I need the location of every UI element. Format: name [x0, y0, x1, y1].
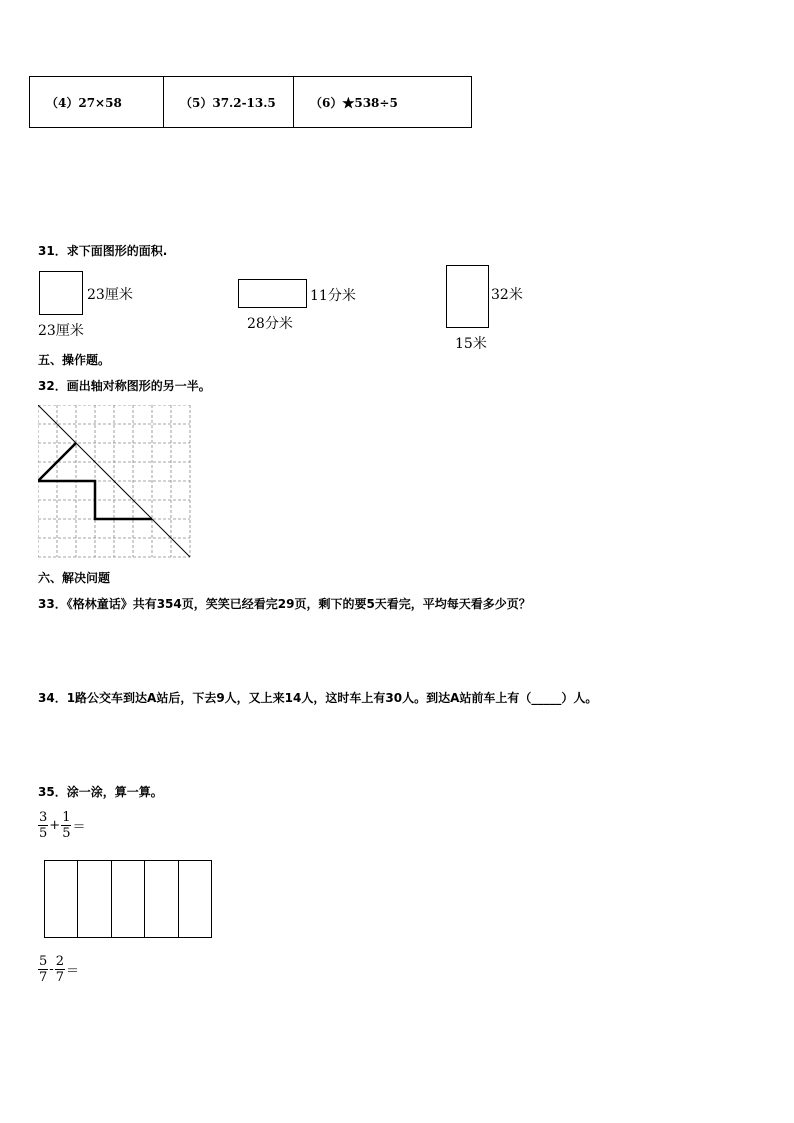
equals-sign: ＝ — [72, 820, 86, 835]
q31-rect-tall-side-label: 32米 — [491, 287, 523, 303]
denominator: 7 — [39, 970, 48, 985]
strip-cell[interactable] — [45, 861, 78, 937]
strip-cell[interactable] — [78, 861, 111, 937]
strip-cell[interactable] — [112, 861, 145, 937]
q31-rect-tall-bottom-label: 15米 — [455, 336, 487, 352]
q31-title: 31．求下面图形的面积. — [38, 244, 168, 258]
denominator: 5 — [62, 826, 71, 841]
numerator: 2 — [55, 954, 64, 969]
fraction — [38, 810, 48, 841]
fraction — [61, 810, 71, 841]
minus-sign: - — [49, 962, 54, 977]
q31-rect-wide-side-label: 11分米 — [310, 288, 356, 304]
q31-square-side-label: 23厘米 — [87, 287, 133, 303]
fraction-strip[interactable] — [44, 860, 212, 938]
q32-title: 32．画出轴对称图形的另一半。 — [38, 379, 211, 393]
denominator: 5 — [39, 826, 48, 841]
strip-cell[interactable] — [145, 861, 178, 937]
calc-cell-6: （6）★538÷5 — [294, 77, 472, 128]
q31-rectangle-wide — [238, 279, 307, 308]
strip-cell[interactable] — [179, 861, 211, 937]
calculation-table — [29, 76, 472, 128]
q31-square — [39, 271, 83, 315]
q33-text: 33．《格林童话》共有354页，笑笑已经看完29页，剩下的要5天看完，平均每天看多少页？ — [38, 597, 531, 611]
calc-cell-5: （5）37.2-13.5 — [164, 77, 294, 128]
numerator: 5 — [39, 954, 48, 969]
q31-rectangle-tall — [446, 265, 489, 328]
numerator: 3 — [39, 810, 48, 825]
q35-expression-1 — [38, 810, 86, 841]
fraction — [38, 954, 48, 985]
q35-expression-2 — [38, 954, 80, 985]
calc-cell-4: （4）27×58 — [30, 77, 164, 128]
q34-text: 34．1路公交车到达A站后，下去9人，又上来14人，这时车上有30人。到达A站前车上有（_____）人。 — [38, 691, 598, 705]
q31-rect-wide-bottom-label: 28分米 — [247, 316, 293, 332]
numerator: 1 — [62, 810, 71, 825]
section-5-heading: 五、操作题。 — [38, 353, 111, 367]
q31-square-bottom-label: 23厘米 — [38, 323, 84, 339]
equals-sign: ＝ — [65, 964, 79, 979]
q32-symmetry-grid — [38, 405, 191, 559]
q35-title: 35．涂一涂，算一算。 — [38, 785, 163, 799]
denominator: 7 — [55, 970, 64, 985]
plus-sign: + — [49, 818, 61, 833]
section-6-heading: 六、解决问题 — [38, 571, 111, 585]
fraction — [55, 954, 65, 985]
